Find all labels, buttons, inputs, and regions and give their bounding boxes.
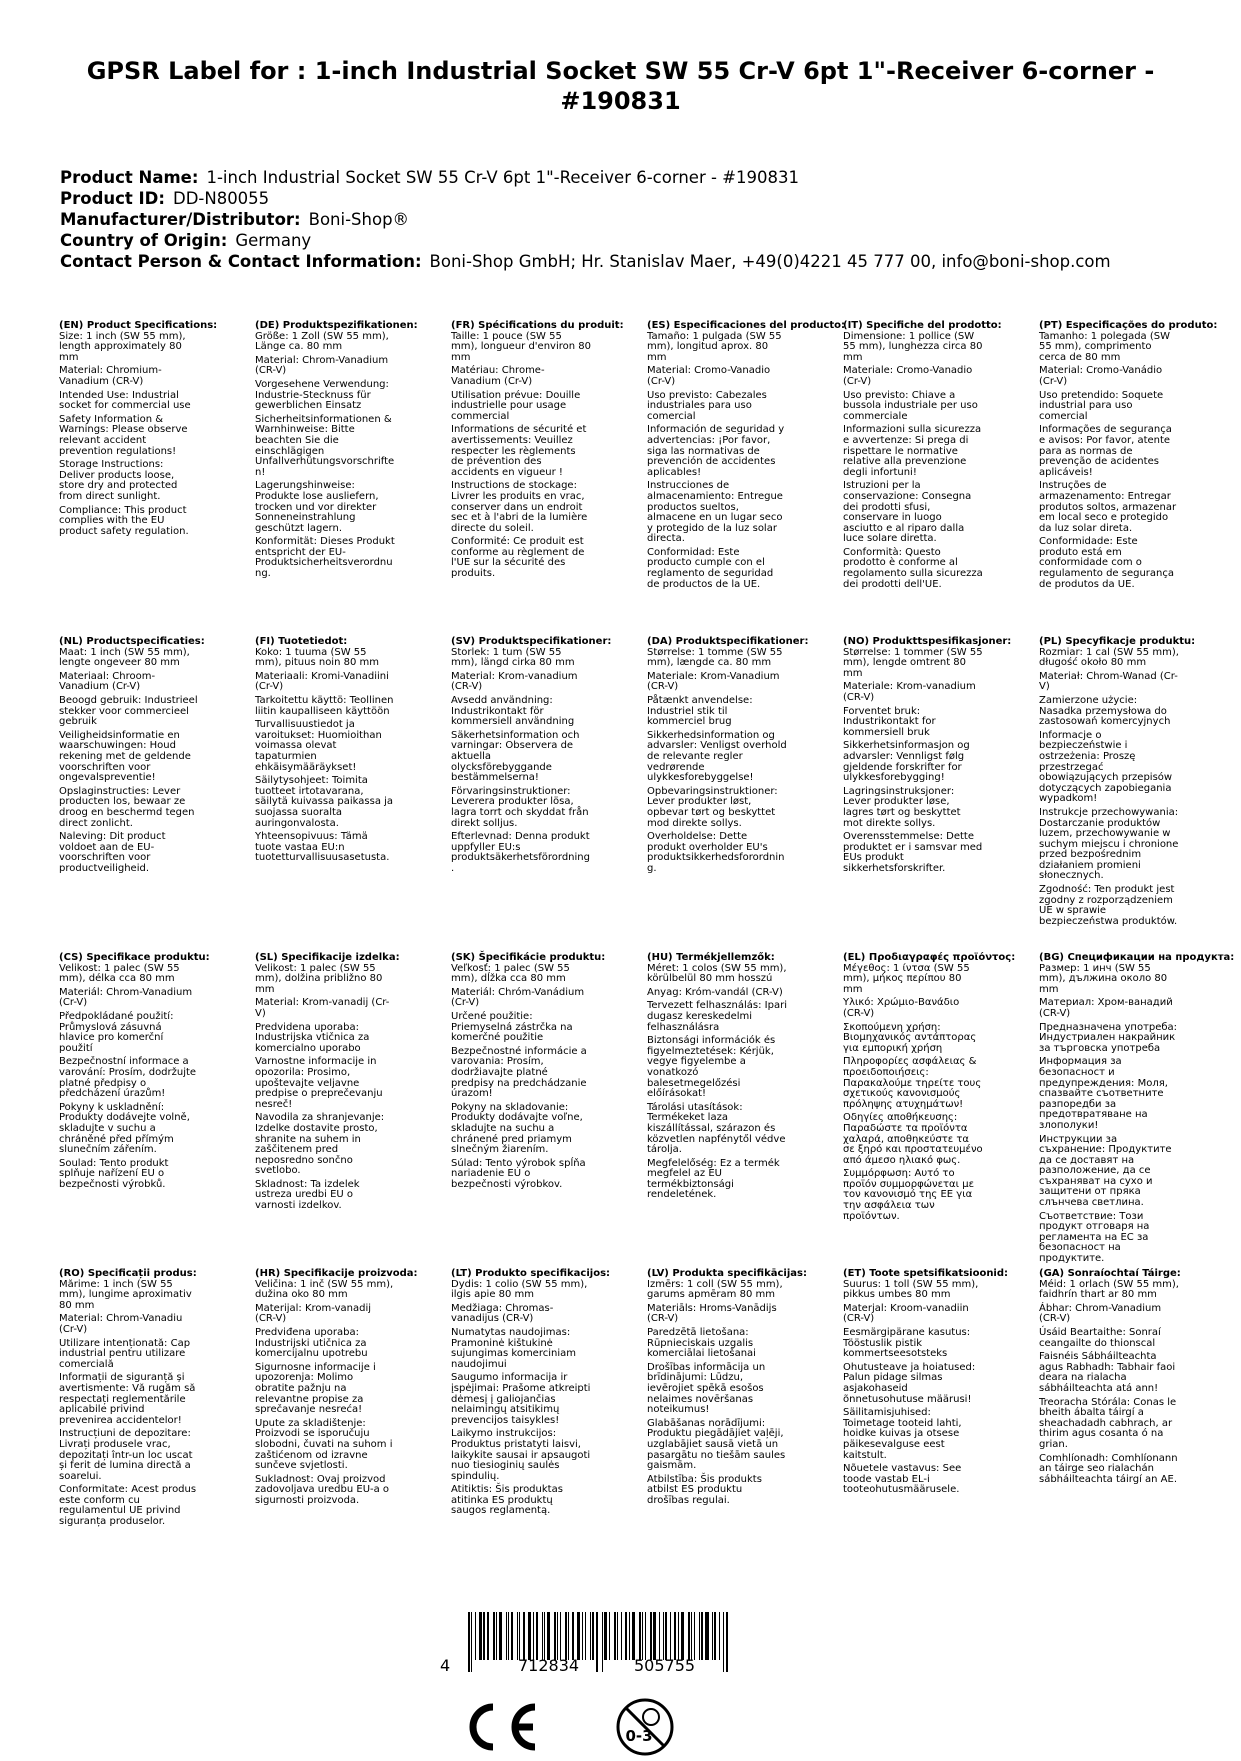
spec-line: Izmērs: 1 coll (SW 55 mm), garums apmēram 80 mm	[647, 1278, 783, 1301]
spec-line: Materiale: Krom-vanadium (CR-V)	[843, 681, 976, 703]
spec-line: Utilisation prévue: Douille industrielle pour usage commercial	[451, 389, 581, 422]
barcode-bar	[609, 1612, 610, 1660]
spec-line: Materiaal: Chroom-Vanadium (Cr-V)	[59, 670, 156, 693]
spec-line: Yhteensopivuus: Tämä tuote vastaa EU:n tuotetturvallisuusasetusta.	[255, 831, 390, 864]
spec-heading: (IT) Specifiche del prodotto:	[843, 320, 1002, 331]
spec-line: Material: Chrom-Vanadiu (Cr-V)	[59, 1313, 183, 1335]
spec-line: Sukladnost: Ovaj proizvod zadovoljava uredbu EU-a o sigurnosti proizvoda.	[255, 1473, 390, 1506]
spec-line: Material: Cromo-Vanádio (Cr-V)	[1039, 365, 1163, 387]
spec-heading: (SK) Špecifikácie produktu:	[451, 952, 606, 963]
spec-card	[647, 953, 823, 1269]
barcode-bar	[499, 1612, 502, 1660]
barcode-bar	[536, 1612, 538, 1660]
barcode-bar	[681, 1612, 684, 1660]
spec-card	[1039, 637, 1215, 953]
barcode-digit: 712834	[518, 1656, 580, 1675]
manufacturer-row	[60, 209, 1200, 230]
barcode-bar	[678, 1612, 679, 1660]
spec-card	[451, 321, 627, 637]
spec-line: Μέγεθος: 1 ίντσα (SW 55 mm), μήκος περίπου 80 mm	[843, 962, 970, 995]
product-info	[60, 167, 1200, 272]
spec-line: Avsedd användning: Industrikontakt för kommersiell användning	[451, 694, 575, 728]
barcode-bar	[565, 1612, 567, 1660]
barcode-bar	[617, 1612, 618, 1660]
spec-line: Size: 1 inch (SW 55 mm), length approximately 80 mm	[59, 330, 186, 363]
spec-line: Информация за безопасност и предупреждения: Моля, спазвайте съответните разпоредби за предотвратяване на злополуки!	[1039, 1056, 1168, 1131]
barcode-bar	[506, 1612, 507, 1660]
spec-line: Overensstemmelse: Dette produktet er i samsvar med EUs produkt sikkerhetsforskrifter.	[843, 831, 983, 874]
barcode-bar	[577, 1612, 580, 1660]
barcode-bar	[590, 1612, 591, 1660]
barcode-bar	[557, 1612, 558, 1660]
spec-line: Konformität: Dieses Produkt entspricht der EU-Produktsicherheitsverordnung.	[255, 536, 395, 580]
spec-line: Съответствие: Този продукт отговаря на регламента на ЕС за безопасност на продуктите.	[1039, 1210, 1150, 1265]
spec-line: Forventet bruk: Industrikontakt for kommersiell bruk	[843, 705, 936, 738]
spec-line: Navodila za shranjevanje: Izdelke dostavite prosto, shranite na suhem in zaščitenem pred neposredno sončno svetlobo.	[255, 1112, 385, 1177]
spec-line: Informacje o bezpieczeństwie i ostrzeżenia: Proszę przestrzegać obowiązujących przepisów dotyczących zapobiegania wypadkom!	[1039, 729, 1173, 805]
spec-line: Maat: 1 inch (SW 55 mm), lengte ongeveer 80 mm	[59, 646, 190, 669]
spec-line: Conformidade: Este produto está em conformidade com o regulamento de segurança de produtos da UE.	[1039, 536, 1175, 590]
spec-line: Tarkoitettu käyttö: Teollinen liitin kaupalliseen käyttöön	[255, 694, 394, 717]
spec-line: Opslaginstructies: Lever producten los, bewaar ze droog en beschermd tegen direct zonlicht.	[59, 785, 195, 829]
spec-line: Tárolási utasítások: Termékeket laza kiszállítással, szárazon és közvetlen napfénytől védve tárolja.	[647, 1101, 786, 1156]
spec-line: Tervezett felhasználás: Ipari dugasz kereskedelmi felhasználásra	[647, 1000, 787, 1033]
barcode-bar	[701, 1612, 703, 1660]
spec-line: Размер: 1 инч (SW 55 mm), дължина около 80 mm	[1039, 962, 1168, 995]
spec-line: Größe: 1 Zoll (SW 55 mm), Länge ca. 80 mm	[255, 330, 389, 353]
marks-svg	[455, 1697, 705, 1757]
barcode-bar	[705, 1612, 708, 1660]
spec-line: Veličina: 1 inč (SW 55 mm), dužina oko 80 mm	[255, 1278, 394, 1301]
contact-row	[60, 251, 1200, 272]
spec-line: Pokyny na skladovanie: Produkty dodávajte voľne, skladujte na suchu a chránené pred priamym slnečným žiarením.	[451, 1101, 583, 1156]
spec-line: Säkerhetsinformation och varningar: Observera de aktuella olycksförebyggande bestämmelserna!	[451, 729, 580, 784]
info-label: Product ID:	[60, 189, 165, 208]
spec-line: Instrukcje przechowywania: Dostarczanie produktów luzem, przechowywanie w suchym miejscu i chronione przed bezpośrednim działaniem promieni słonecznych.	[1039, 806, 1179, 882]
product-name-row	[60, 167, 1200, 188]
spec-line: Instructions de stockage: Livrer les produits en vrac, conserver dans un endroit sec et à l'abri de la lumière directe du soleil.	[451, 480, 588, 534]
spec-line: Materiał: Chrom-Wanad (Cr-V)	[1039, 670, 1178, 693]
info-label: Manufacturer/Distributor:	[60, 210, 301, 229]
spec-heading: (GA) Sonraíochtaí Táirge:	[1039, 1268, 1181, 1279]
info-value: Boni-Shop GmbH; Hr. Stanislav Maer, +49(0)4221 45 777 00, info@boni-shop.com	[429, 252, 1111, 271]
compliance-marks	[455, 1697, 705, 1757]
barcode-bar	[726, 1612, 728, 1672]
spec-card	[647, 320, 846, 637]
spec-line: Drošības informācija un brīdinājumi: Lūdzu, ievērojiet spēkā esošos nelaimes novēršanas noteikumus!	[647, 1361, 766, 1416]
barcode-digit: 505755	[634, 1656, 696, 1675]
spec-line: Rozmiar: 1 cal (SW 55 mm), długość około 80 mm	[1039, 646, 1179, 669]
spec-line: Zgodność: Ten produkt jest zgodny z rozporządzeniem UE w sprawie bezpieczeństwa produktów.	[1039, 884, 1178, 927]
spec-line: Storlek: 1 tum (SW 55 mm), längd cirka 80 mm	[451, 646, 575, 669]
spec-card	[451, 1269, 627, 1585]
spec-line: Soulad: Tento produkt splňuje nařízení EU o bezpečnosti výrobků.	[59, 1157, 169, 1190]
barcode-bar	[554, 1612, 556, 1660]
spec-line: Størrelse: 1 tomme (SW 55 mm), længde ca. 80 mm	[647, 646, 783, 669]
barcode-bar	[519, 1612, 520, 1660]
spec-line: Varnostne informacije in opozorila: Prosimo, upoštevajte veljavne predpise o preprečevanju nesreč!	[255, 1056, 383, 1110]
spec-line: Uso previsto: Cabezales industriales para uso comercial	[647, 389, 767, 422]
barcode-bar	[479, 1612, 482, 1660]
spec-line: Medžiaga: Chromas-vanadijus (CR-V)	[451, 1302, 554, 1325]
spec-line: Úsáid Beartaithe: Sonraí ceangailte do thionscal	[1039, 1326, 1161, 1349]
spec-line: Méid: 1 orlach (SW 55 mm), faidhrín thart ar 80 mm	[1039, 1278, 1179, 1301]
spec-card	[255, 953, 431, 1269]
spec-line: Taille: 1 pouce (SW 55 mm), longueur d'environ 80 mm	[451, 330, 591, 363]
spec-heading: (DA) Produktspecifikationer:	[647, 636, 809, 647]
spec-heading: (BG) Спецификации на продукта:	[1039, 952, 1235, 963]
spec-line: Предназначена употреба: Индустриален накрайник за търговска употреба	[1039, 1021, 1178, 1054]
barcode-bar	[694, 1612, 695, 1660]
spec-line: Predvidena uporaba: Industrijska vtičnica za komercialno uporabo	[255, 1021, 370, 1054]
age-label: 0-3	[625, 1727, 653, 1745]
spec-card	[255, 321, 431, 637]
spec-heading: (PL) Specyfikacje produktu:	[1039, 636, 1196, 647]
spec-line: Materiál: Chróm-Vanádium (Cr-V)	[451, 986, 585, 1009]
spec-card	[1039, 1269, 1215, 1585]
spec-line: Instruções de armazenamento: Entregar produtos soltos, armazenar em local seco e protegido da luz solar direta.	[1039, 480, 1177, 534]
spec-line: Informazioni sulla sicurezza e avvertenze: Si prega di rispettare le normative relative alla prevenzione degli infortuni!	[843, 424, 982, 478]
barcode-bar	[691, 1612, 692, 1660]
spec-heading: (RO) Specificații produs:	[59, 1268, 197, 1279]
spec-card	[647, 1269, 823, 1585]
spec-line: Sikkerhetsinformasjon og advarsler: Vennligst følg gjeldende forskrifter for ulykkesforebygging!	[843, 740, 970, 784]
spec-line: Dydis: 1 colio (SW 55 mm), ilgis apie 80 mm	[451, 1278, 588, 1301]
spec-line: Určené použitie: Priemyselná zástrčka na komerčné použitie	[451, 1010, 573, 1044]
spec-heading: (DE) Produktspezifikationen:	[255, 320, 418, 331]
spec-line: Turvallisuustiedot ja varoitukset: Huomioithan voimassa olevat tapaturmien ehkäisymääräykset!	[255, 719, 382, 773]
spec-line: Súlad: Tento výrobok spĺňa nariadenie EÚ o bezpečnosti výrobkov.	[451, 1157, 586, 1190]
spec-line: Información de seguridad y advertencias: ¡Por favor, siga las normativas de prevención de accidentes aplicables!	[647, 424, 785, 478]
spec-line: Sikkerhedsinformation og advarsler: Venligst overhold de relevante regler vedrørende ulykkesforebyggelse!	[647, 729, 787, 784]
spec-line: Predviđena uporaba: Industrijski utičnica za komercijalnu upotrebu	[255, 1326, 368, 1360]
spec-line: Naleving: Dit product voldoet aan de EU-voorschriften voor productveiligheid.	[59, 831, 166, 874]
product-id-row	[60, 188, 1200, 209]
spec-line: Laikymo instrukcijos: Produktus pristatyti laisvi, laikykite sausai ir apsaugoti nuo tiesioginių saulės spindulių.	[451, 1428, 591, 1482]
page-title: GPSR Label for : 1-inch Industrial Socket SW 55 Cr-V 6pt 1"-Receiver 6-corner - #190831	[86, 57, 1155, 115]
barcode-bar	[528, 1612, 531, 1660]
spec-card	[451, 953, 627, 1269]
spec-heading: (HU) Termékjellemzők:	[647, 952, 775, 963]
barcode-bar	[625, 1612, 627, 1660]
spec-line: Sicherheitsinformationen & Warnhinweise: Bitte beachten Sie die einschlägigen Unfallverhütungsvorschriften!	[255, 413, 395, 478]
barcode-bar	[714, 1612, 716, 1660]
barcode-bar	[699, 1612, 700, 1660]
spec-line: Istruzioni per la conservazione: Consegna dei prodotti sfusi, conservare in luogo asciutto e al riparo dalla luce solare diretta.	[843, 480, 972, 545]
spec-line: Sigurnosne informacije i upozorenja: Molimo obratite pažnju na relevantne propise za sprečavanje nesreća!	[255, 1361, 376, 1416]
spec-line: Material: Chrom-Vanadium (CR-V)	[255, 354, 389, 377]
spec-line: Tamanho: 1 polegada (SW 55 mm), comprimento cerca de 80 mm	[1039, 330, 1170, 363]
spec-card	[255, 637, 431, 953]
spec-line: Conformità: Questo prodotto è conforme al regolamento sulla sicurezza dei prodotti dell'UE.	[843, 546, 983, 590]
info-value: Boni-Shop®	[308, 210, 410, 229]
barcode-digit: 4	[440, 1656, 451, 1675]
barcode-bar	[542, 1612, 543, 1660]
barcode-bar	[663, 1612, 664, 1660]
spec-line: Megfelelőség: Ez a termék megfelel az EU termékbiztonsági rendeletének.	[647, 1157, 780, 1201]
barcode-bar	[604, 1612, 607, 1660]
spec-card	[255, 1269, 431, 1585]
spec-heading: (LT) Produkto specifikacijos:	[451, 1268, 611, 1279]
spec-line: Anyag: Króm-vandál (CR-V)	[647, 986, 783, 998]
spec-card	[59, 321, 235, 637]
barcode-bar	[650, 1612, 652, 1660]
spec-line: Veiligheidsinformatie en waarschuwingen: Houd rekening met de geldende voorschriften voor ongevalspreventie!	[59, 729, 191, 784]
spec-line: Instrucciones de almacenamiento: Entregue productos sueltos, almacene en un lugar seco y protegido de la luz solar directa.	[647, 480, 783, 545]
spec-heading: (PT) Especificações do produto:	[1039, 320, 1218, 331]
spec-heading: (NL) Productspecificaties:	[59, 636, 205, 647]
barcode-bar	[517, 1612, 518, 1660]
spec-line: Comhlíonadh: Comhlíonann an táirge seo rialachán sábháilteachta táirgí an AE.	[1039, 1452, 1178, 1485]
spec-line: Opbevaringsinstruktioner: Lever produkter løst, opbevar tørt og beskyttet mod direkte sollys.	[647, 785, 778, 829]
barcode-bar	[572, 1612, 574, 1660]
spec-line: Uso previsto: Chiave a bussola industriale per uso commerciale	[843, 389, 978, 422]
info-value: DD-N80055	[172, 189, 270, 208]
spec-line: Påtænkt anvendelse: Industriel stik til kommerciel brug	[647, 694, 753, 728]
spec-line: Størrelse: 1 tommer (SW 55 mm), lengde omtrent 80 mm	[843, 646, 983, 679]
barcode-bar	[670, 1612, 671, 1660]
spec-line: Materiál: Chrom-Vanadium (Cr-V)	[59, 986, 193, 1009]
spec-line: Atbilstība: Šis produkts atbilst ES produktu drošības regulai.	[647, 1473, 762, 1506]
spec-line: Skladnost: Ta izdelek ustreza uredbi EU o varnosti izdelkov.	[255, 1178, 360, 1212]
barcode-bar	[719, 1612, 720, 1660]
info-label: Country of Origin:	[60, 231, 228, 250]
barcode-bar	[659, 1612, 660, 1660]
spec-heading: (HR) Specifikacije proizvoda:	[255, 1268, 418, 1279]
spec-line: Numatytas naudojimas: Pramoninė kištukinė sujungimas komerciniam naudojimui	[451, 1326, 576, 1370]
spec-line: Πληροφορίες ασφάλειας & προειδοποιήσεις: Παρακαλούμε τηρείτε τους σχετικούς κανονισμούς πρόληψης ατυχημάτων!	[843, 1056, 982, 1110]
spec-line: Biztonsági információk és figyelmeztetések: Kérjük, vegye figyelembe a vonatkozó balesetmegelőzési előírásokat!	[647, 1035, 776, 1100]
spec-line: Σκοπούμενη χρήση: Βιομηχανικός αντάπτορας για εμπορική χρήση	[843, 1021, 977, 1054]
info-value: 1-inch Industrial Socket SW 55 Cr-V 6pt 1"-Receiver 6-corner - #190831	[206, 168, 799, 187]
barcode-bar	[712, 1612, 713, 1660]
barcode-bar	[596, 1612, 598, 1672]
spec-line: Ohutusteave ja hoiatused: Palun pidage silmas asjakohaseid õnnetusohutuse määrusi!	[843, 1361, 976, 1405]
spec-line: Säilitamisjuhised: Toimetage tooteid lahti, hoidke kuivas ja otsese päikesevalguse eest kaitstult.	[843, 1407, 962, 1461]
barcode-bars	[468, 1612, 730, 1660]
ce-mark-icon	[473, 1707, 535, 1747]
spec-line: Bezpečnostné informácie a varovania: Prosím, dodržiavajte platné predpisy na predchádzanie úrazom!	[451, 1045, 587, 1100]
spec-line: Informações de segurança e avisos: Por favor, atente para as normas de prevenção de acidentes aplicáveis!	[1039, 424, 1172, 478]
spec-grid	[59, 320, 1235, 1585]
country-row	[60, 230, 1200, 251]
barcode	[440, 1612, 740, 1682]
spec-line: Vorgesehene Verwendung: Industrie-Stecknuss für gewerblichen Einsatz	[255, 378, 389, 412]
spec-card	[843, 321, 1019, 637]
spec-line: Ábhar: Chrom-Vanadium (CR-V)	[1039, 1302, 1162, 1325]
spec-line: Glabāšanas norādījumi: Produktu piegādājiet vaļēji, uzglabājiet sausā vietā un pasargātu no tiešām saules gaismām.	[647, 1417, 786, 1472]
spec-line: Atitiktis: Šis produktas atitinka ES produktų saugos reglamentą.	[451, 1484, 563, 1517]
barcode-bar	[547, 1612, 550, 1660]
spec-line: Informations de sécurité et avertissements: Veuillez respecter les règlements de prévention des accidents en vigueur !	[451, 424, 587, 478]
spec-line: Méret: 1 colos (SW 55 mm), körülbelül 80 mm hosszú	[647, 962, 787, 985]
spec-line: Treoracha Stórála: Conas le bheith ábalta táirgí a sheachadadh cabhrach, ar thirim agus cosanta ó na grian.	[1039, 1396, 1177, 1450]
barcode-bar	[632, 1612, 635, 1660]
barcode-bar	[508, 1612, 509, 1660]
spec-card	[843, 637, 1019, 953]
barcode-bar	[585, 1612, 586, 1660]
spec-heading: (EN) Product Specifications:	[59, 320, 218, 331]
barcode-bar	[483, 1612, 484, 1660]
spec-heading: (FR) Spécifications du produit:	[451, 320, 624, 331]
spec-line: Nõuetele vastavus: See toode vastab EL-i tooteohutusmäärusele.	[843, 1463, 962, 1496]
spec-line: Lagringsinstruksjoner: Lever produkter løse, lagres tørt og beskyttet mot direkte sollys.	[843, 785, 961, 829]
barcode-bar	[511, 1612, 513, 1660]
spec-line: Materijal: Krom-vanadij (CR-V)	[255, 1302, 372, 1325]
spec-line: Suurus: 1 toll (SW 55 mm), pikkus umbes 80 mm	[843, 1278, 979, 1301]
spec-line: Mărime: 1 inch (SW 55 mm), lungime aproximativ 80 mm	[59, 1278, 192, 1311]
spec-line: Upute za skladištenje: Proizvodi se isporučuju slobodni, čuvati na suhom i zaštićenom od izravne sunčeve svjetlosti.	[255, 1417, 393, 1472]
spec-line: Materiāls: Hroms-Vanādijs (CR-V)	[647, 1302, 777, 1325]
spec-line: Safety Information & Warnings: Please observe relevant accident prevention regulations!	[59, 413, 188, 457]
spec-line: Συμμόρφωση: Αυτό το προϊόν συμμορφώνεται με τον κανονισμό της ΕΕ για την ασφάλεια των προϊόντων.	[843, 1168, 974, 1222]
spec-line: Conformidad: Este producto cumple con el reglamento de seguridad de productos de la UE.	[647, 546, 774, 590]
spec-line: Velikost: 1 palec (SW 55 mm), dolžina približno 80 mm	[255, 962, 383, 995]
spec-line: Conformitate: Acest produs este conform cu regulamentul UE privind siguranța produselor.	[59, 1484, 197, 1528]
spec-card	[647, 637, 823, 953]
spec-line: Materjal: Kroom-vanadiin (CR-V)	[843, 1302, 969, 1325]
barcode-bar	[487, 1612, 489, 1660]
spec-line: Förvaringsinstruktioner: Leverera produkter lösa, lagra torrt och skyddat från direkt solljus.	[451, 785, 589, 829]
spec-line: Material: Krom-vanadij (Cr-V)	[255, 997, 390, 1019]
barcode-bar	[496, 1612, 497, 1660]
barcode-bar	[582, 1612, 583, 1660]
barcode-bar	[688, 1612, 690, 1660]
spec-heading: (CS) Specifikace produktu:	[59, 952, 210, 963]
spec-line: Matériau: Chrome-Vanadium (Cr-V)	[451, 365, 545, 387]
spec-line: Tamaño: 1 pulgada (SW 55 mm), longitud aprox. 80 mm	[647, 330, 782, 363]
barcode-bar	[544, 1612, 545, 1660]
spec-line: Zamierzone użycie: Nasadka przemysłowa do zastosowań komercyjnych	[1039, 694, 1171, 728]
barcode-bar	[723, 1612, 724, 1672]
spec-card	[59, 953, 235, 1269]
spec-line: Dimensione: 1 pollice (SW 55 mm), lunghezza circa 80 mm	[843, 330, 983, 363]
spec-line: Material: Krom-vanadium (CR-V)	[451, 670, 578, 693]
spec-line: Storage Instructions: Deliver products loose, store dry and protected from direct sunlight.	[59, 459, 178, 502]
spec-line: Pokyny k uskladnění: Produkty dodávejte volně, skladujte v suchu a chráněné před přímým slunečním zářením.	[59, 1101, 190, 1156]
spec-card	[843, 1269, 1019, 1585]
spec-line: Lagerungshinweise: Produkte lose ausliefern, trocken und vor direkter Sonneneinstrahlung geschützt lagern.	[255, 480, 379, 534]
spec-line: Koko: 1 tuuma (SW 55 mm), pituus noin 80 mm	[255, 646, 379, 669]
spec-line: Material: Cromo-Vanadio (Cr-V)	[647, 365, 771, 387]
barcode-bar	[602, 1612, 603, 1672]
spec-line: Faisnéis Sábháilteachta agus Rabhadh: Tabhair faoi deara na rialacha sábháilteachta atá ann!	[1039, 1351, 1176, 1394]
barcode-bar	[614, 1612, 616, 1660]
spec-line: Předpokládané použití: Průmyslová zásuvná hlavice pro komerční použití	[59, 1010, 174, 1054]
spec-line: Instrucțiuni de depozitare: Livrați produsele vrac, depozitați într-un loc uscat și ferit de lumina directă a soarelui.	[59, 1428, 193, 1482]
spec-line: Compliance: This product complies with the EU product safety regulation.	[59, 504, 189, 537]
spec-line: Materiale: Cromo-Vanadio (Cr-V)	[843, 365, 973, 387]
spec-line: Informații de siguranță și avertismente: Vă rugăm să respectați reglementările aplicabile privind prevenirea accidentelor!	[59, 1372, 196, 1426]
info-value: Germany	[235, 231, 312, 250]
spec-heading: (FI) Tuotetiedot:	[255, 636, 348, 647]
barcode-bar	[568, 1612, 569, 1660]
spec-card	[1039, 952, 1235, 1269]
barcode-bar	[471, 1612, 472, 1672]
spec-line: Paredzētā lietošana: Rūpnieciskais uzgalis komerciālai lietošanai	[647, 1326, 756, 1360]
spec-heading: (SV) Produktspecifikationer:	[451, 636, 612, 647]
spec-card	[59, 637, 235, 953]
not-for-children-0-3-icon	[618, 1700, 672, 1754]
spec-line: Eesmärgipärane kasutus: Tööstuslik pistik kommertseesotsteks	[843, 1326, 971, 1360]
spec-line: Material: Chromium-Vanadium (CR-V)	[59, 365, 162, 387]
barcode-bar	[475, 1612, 476, 1660]
spec-heading: (ET) Toote spetsifikatsioonid:	[843, 1268, 1009, 1279]
spec-line: Veľkosť: 1 palec (SW 55 mm), dĺžka cca 80 mm	[451, 962, 570, 985]
spec-heading: (EL) Προδιαγραφές προϊόντος:	[843, 952, 1016, 963]
spec-line: Uso pretendido: Soquete industrial para uso comercial	[1039, 389, 1164, 422]
barcode-bar	[493, 1612, 495, 1660]
spec-line: Beoogd gebruik: Industrieel stekker voor commercieel gebruik	[59, 694, 198, 728]
spec-heading: (ES) Especificaciones del producto:	[647, 320, 846, 331]
barcode-bar	[533, 1612, 534, 1660]
spec-line: Материал: Хром-ванадий (CR-V)	[1039, 997, 1173, 1019]
barcode-bar	[523, 1612, 525, 1660]
spec-card	[1039, 320, 1218, 637]
spec-heading: (NO) Produkttspesifikasjoner:	[843, 636, 1012, 647]
spec-card	[843, 953, 1019, 1269]
spec-line: Utilizare intenționată: Cap industrial pentru utilizare comercială	[59, 1337, 191, 1370]
spec-line: Conformité: Ce produit est conforme au règlement de l'UE sur la sécurité des produits.	[451, 536, 585, 580]
barcode-bar	[639, 1612, 641, 1660]
barcode-bar	[468, 1612, 470, 1672]
barcode-bar	[592, 1612, 594, 1660]
spec-line: Overholdelse: Dette produkt overholder EU's produktsikkerhedsforordning.	[647, 831, 785, 874]
spec-line: Intended Use: Industrial socket for commercial use	[59, 389, 191, 412]
spec-line: Materiaali: Kromi-Vanadiini (Cr-V)	[255, 670, 389, 693]
spec-line: Υλικό: Χρώμιο-Βανάδιο (CR-V)	[843, 997, 960, 1019]
info-label: Product Name:	[60, 168, 199, 187]
spec-line: Efterlevnad: Denna produkt uppfyller EU:s produktsäkerhetsförordning.	[451, 831, 590, 874]
spec-line: Инструкции за съхранение: Продуктите да се доставят на разположение, да се съхраняват на сухо и защитени от пряка слънчева светлина.	[1039, 1133, 1172, 1209]
spec-line: Saugumo informacija ir įspėjimai: Prašome atkreipti dėmesį į galiojančias nelaimingų atsitikimų prevencijos taisykles!	[451, 1372, 591, 1426]
barcode-bar	[674, 1612, 676, 1660]
barcode-bar	[665, 1612, 667, 1660]
spec-line: Οδηγίες αποθήκευσης: Παραδώστε τα προϊόντα χαλαρά, αποθηκεύστε τα σε ξηρό και προστατευμένο από άμεσο ηλιακό φως.	[843, 1112, 983, 1166]
spec-line: Velikost: 1 palec (SW 55 mm), délka cca 80 mm	[59, 962, 180, 985]
barcode-bar	[621, 1612, 622, 1660]
barcode-bar	[653, 1612, 656, 1660]
spec-line: Säilytysohjeet: Toimita tuotteet irtotavarana, säilytä kuivassa paikassa ja suojassa suoralta auringonvalosta.	[255, 775, 394, 829]
spec-heading: (SL) Specifikacije izdelka:	[255, 952, 400, 963]
barcode-bar	[642, 1612, 643, 1660]
barcode-bar	[645, 1612, 646, 1660]
spec-card	[59, 1269, 235, 1585]
spec-line: Materiale: Krom-Vanadium (CR-V)	[647, 670, 780, 693]
spec-line: Bezpečnostní informace a varování: Prosím, dodržujte platné předpisy o předcházení úrazům!	[59, 1056, 197, 1100]
spec-card	[451, 637, 627, 953]
spec-heading: (LV) Produkta specifikācijas:	[647, 1268, 807, 1279]
info-label: Contact Person & Contact Information:	[60, 252, 422, 271]
barcode-bar	[560, 1612, 561, 1660]
barcode-bar	[629, 1612, 630, 1660]
